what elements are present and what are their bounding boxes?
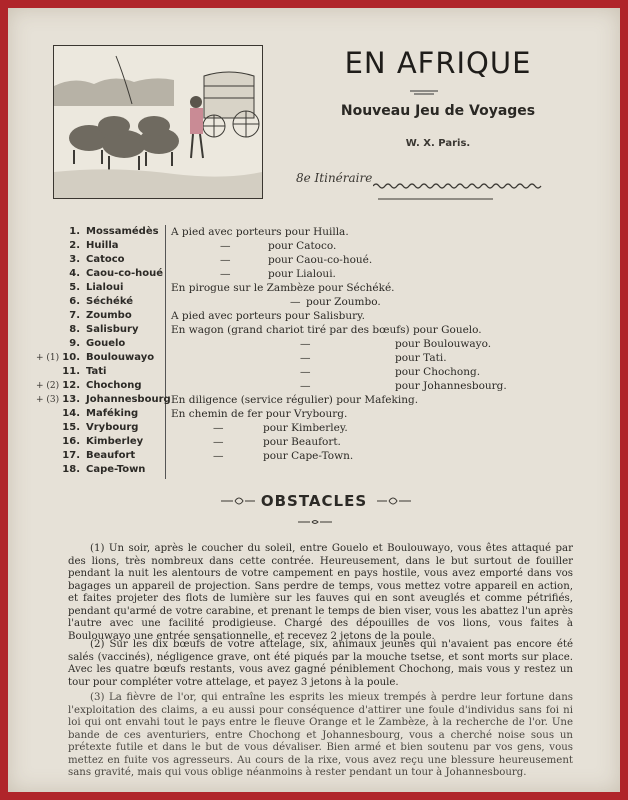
city-name: Tati [86,366,107,377]
ditto-dash: — [300,352,311,364]
city-name: Zoumbo [86,310,132,321]
city-name: Chochong [86,380,142,391]
city-name: Boulouwayo [86,352,155,363]
route-row [8,449,620,463]
obstacles-underline [298,518,332,526]
step-number: 6. [69,296,80,307]
route-row [8,421,620,435]
step-number: 14. [62,408,80,419]
route-row [8,365,620,379]
obstacle-paragraph-1: (1) Un soir, après le coucher du soleil, entre Gouelo et Boulouwayo, vous êtes attaqué par des lions, très nombreux dans cette contrée. Heureusement, dans le but surtout de fouiller pendant la nuit les alentours de votre campement en pays hostile, vous avez emporté dans vos bagages un appareil de projection. Sans perdre de temps, vous mettez votre appareil en action, et faites projeter des flots de lumière sur les fauves qui en sont aveuglés et comme pétrifiés, pendant qu'armé de votre carabine, et prenant le temps de bien viser, vous les abattez l'un après l'autre avec une facilité prodigieuse. Chargé des dépouilles de vos lions, vous faites à Boulouwayo une entrée sensationnelle, et recevez 2 jetons de la poule. [68,543,573,642]
step-number: 18. [62,464,80,475]
travel-description: En pirogue sur le Zambèze pour Séchéké. [171,282,395,294]
city-name: Salisbury [86,324,139,335]
ox-wagon-image [54,46,262,198]
city-name: Huilla [86,240,119,251]
city-name: Catoco [86,254,125,265]
city-name: Cape-Town [86,464,146,475]
ditto-dash: — [213,422,224,434]
step-number: 13. [62,394,80,405]
route-row [8,225,620,239]
destination: pour Tati. [395,352,447,364]
route-row [8,295,620,309]
route-row [8,323,620,337]
itinerary-ornament [373,178,548,204]
obstacle-marker: + (3) [36,395,60,405]
route-row [8,281,620,295]
city-name: Mossamédès [86,226,159,237]
travel-description: En chemin de fer pour Vrybourg. [171,408,348,420]
step-number: 17. [62,450,80,461]
itinerary-label: 8e Itinéraire [296,171,373,185]
step-number: 9. [69,338,80,349]
destination: pour Beaufort. [263,436,341,448]
obstacle-marker: + (1) [36,353,60,363]
destination: pour Zoumbo. [306,296,381,308]
step-number: 4. [69,268,80,279]
step-number: 5. [69,282,80,293]
city-name: Kimberley [86,436,144,447]
city-name: Séchéké [86,296,133,307]
step-number: 15. [62,422,80,433]
destination: pour Kimberley. [263,422,348,434]
ditto-dash: — [300,380,311,392]
step-number: 3. [69,254,80,265]
city-name: Beaufort [86,450,136,461]
route-row [8,253,620,267]
destination: pour Cape-Town. [263,450,354,462]
destination: pour Lialoui. [268,268,336,280]
ditto-dash: — [220,254,231,266]
game-title: EN AFRIQUE [344,46,532,80]
step-number: 11. [62,366,80,377]
route-row [8,337,620,351]
travel-description: En diligence (service régulier) pour Mafeking. [171,394,419,406]
step-number: 10. [62,352,80,363]
city-name: Maféking [86,408,139,419]
ditto-dash: — [220,240,231,252]
destination: pour Johannesbourg. [395,380,507,392]
destination: pour Chochong. [395,366,481,378]
route-row [8,239,620,253]
step-number: 1. [69,226,80,237]
travel-description: A pied avec porteurs pour Huilla. [171,226,349,238]
wagon-illustration [53,45,263,199]
city-name: Lialoui [86,282,124,293]
city-name: Vrybourg [86,422,139,433]
step-number: 16. [62,436,80,447]
route-row [8,393,620,407]
route-row [8,435,620,449]
obstacle-paragraph-2: (2) Sur les dix bœufs de votre attelage, six, animaux jeunes qui n'avaient pas encore été salés (vaccinés), négligence grave, ont été piqués par la mouche tsetse, et sont morts sur place. Avec les quatre bœufs restants, vous avez gagné péniblement Chochong, mais vous y restez un tour pour compléter votre attelage, et payez 3 jetons à la poule. [68,639,573,688]
route-row [8,309,620,323]
route-row [8,267,620,281]
route-row [8,351,620,365]
ditto-dash: — [290,296,301,308]
city-name: Caou-co-houé [86,268,164,279]
travel-description: En wagon (grand chariot tiré par des bœufs) pour Gouelo. [171,324,482,336]
route-row [8,407,620,421]
game-subtitle: Nouveau Jeu de Voyages [340,103,536,119]
travel-description: A pied avec porteurs pour Salisbury. [171,310,365,322]
publisher: W. X. Paris. [405,138,471,149]
title-ornament [410,90,438,96]
game-card [8,8,620,792]
ditto-dash: — [213,450,224,462]
city-name: Johannesbourg [86,394,171,405]
obstacle-marker: + (2) [36,381,60,391]
city-name: Gouelo [86,338,126,349]
route-row [8,379,620,393]
obstacle-paragraph-3: (3) La fièvre de l'or, qui entraîne les esprits les mieux trempés à perdre leur fortune dans l'exploitation des claims, a eu aussi pour conséquence d'attirer une foule d'individus sans foi ni loi qui ont envahi tout le pays entre le fleuve Orange et le Zambèze, à la recherche de l'or. Une bande de ces aventuriers, entre Chochong et Johannesbourg, vous a cherché noise sous un prétexte futile et dans le but de vous dévaliser. Bien armé et bien soutenu par vos gens, vous mettez en fuite vos agresseurs. Au cours de la rixe, vous avez reçu une blessure heureusement sans gravité, mais qui vous oblige néanmoins à rester pendant un tour à Johannesbourg. [68,692,573,778]
destination: pour Catoco. [268,240,337,252]
step-number: 8. [69,324,80,335]
ditto-dash: — [300,338,311,350]
step-number: 2. [69,240,80,251]
step-number: 12. [62,380,80,391]
destination: pour Caou-co-houé. [268,254,373,266]
ditto-dash: — [300,366,311,378]
obstacles-title: OBSTACLES [260,492,368,510]
ditto-dash: — [213,436,224,448]
ditto-dash: — [220,268,231,280]
route-row [8,463,620,477]
step-number: 7. [69,310,80,321]
destination: pour Boulouwayo. [395,338,492,350]
